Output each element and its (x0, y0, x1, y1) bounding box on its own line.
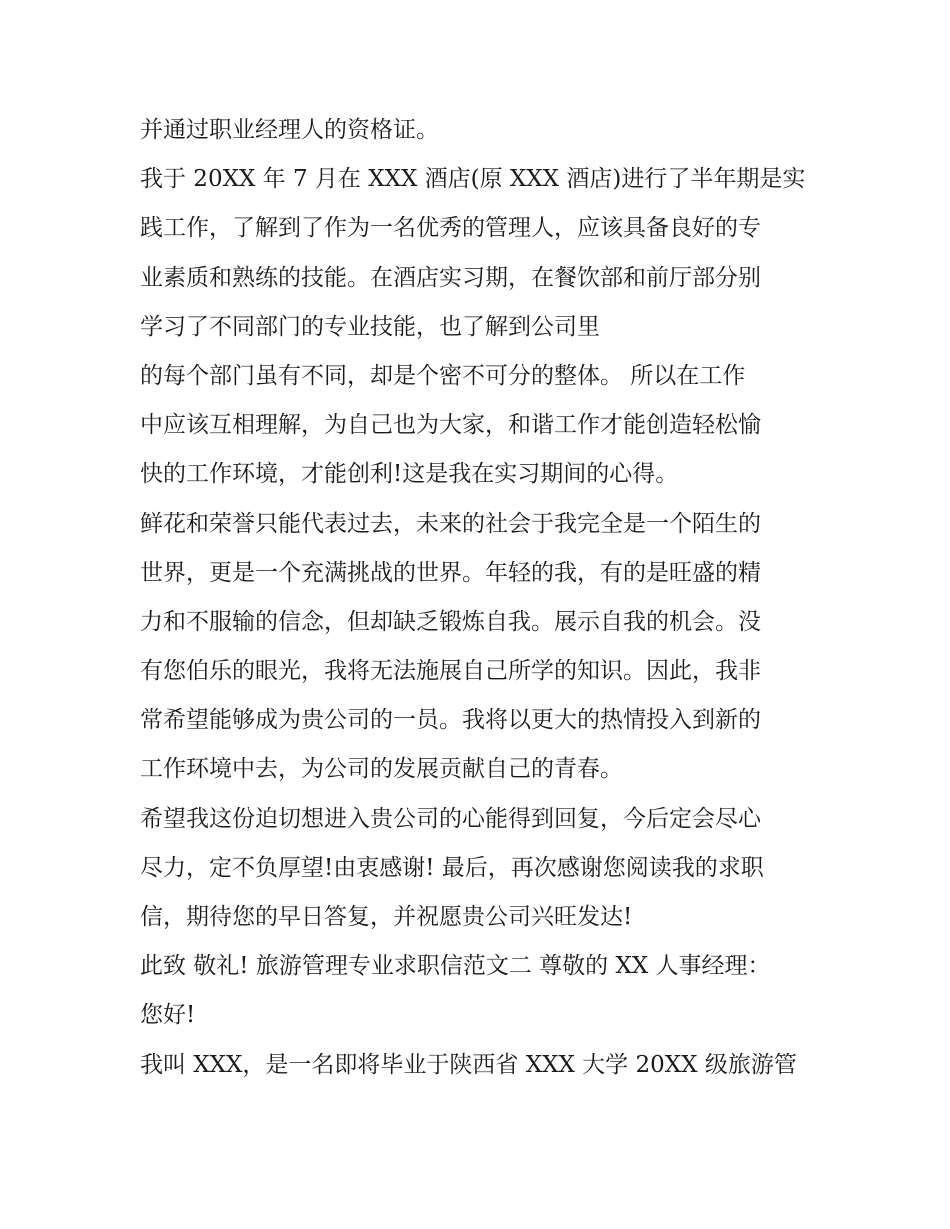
text-line: 业素质和熟练的技能。在酒店实习期，在餐饮部和前厅部分别 (140, 264, 761, 291)
text-line: 常希望能够成为贵公司的一员。我将以更大的热情投入到新的 (140, 707, 761, 734)
text-line: 希望我这份迫切想进入贵公司的心能得到回复，今后定会尽心 (140, 805, 761, 832)
text-line: 学习了不同部门的专业技能，也了解到公司里 (140, 313, 600, 340)
text-line: 尽力，定不负厚望!由衷感谢! 最后，再次感谢您阅读我的求职 (140, 854, 764, 881)
text-line: 您好! (140, 1002, 196, 1029)
text-line: 鲜花和荣誉只能代表过去，未来的社会于我完全是一个陌生的 (140, 510, 761, 537)
text-line: 的每个部门虽有不同，却是个密不可分的整体。 所以在工作 (140, 362, 746, 389)
text-line: 我叫 XXX，是一名即将毕业于陕西省 XXX 大学 20XX 级旅游管 (140, 1051, 797, 1078)
text-line: 中应该互相理解，为自己也为大家，和谐工作才能创造轻松愉 (140, 412, 761, 439)
text-line: 信，期待您的早日答复，并祝愿贵公司兴旺发达! (140, 904, 633, 930)
body-text (140, 106, 820, 1090)
text-line: 我于 20XX 年 7 月在 XXX 酒店(原 XXX 酒店)进行了半年期是实 (140, 166, 806, 193)
text-line: 践工作，了解到了作为一名优秀的管理人，应该具备良好的专 (140, 215, 761, 242)
text-line: 工作环境中去，为公司的发展贡献自己的青春。 (140, 756, 623, 783)
text-line: 此致 敬礼! 旅游管理专业求职信范文二 尊敬的 XX 人事经理： (140, 953, 771, 980)
text-line: 有您伯乐的眼光，我将无法施展自己所学的知识。因此，我非 (140, 658, 761, 685)
text-line: 世界，更是一个充满挑战的世界。年轻的我，有的是旺盛的精 (140, 559, 761, 586)
text-line: 并通过职业经理人的资格证。 (140, 117, 439, 143)
text-line: 力和不服输的信念，但却缺乏锻炼自我。展示自我的机会。没 (140, 608, 761, 635)
text-line: 快的工作环境，才能创利!这是我在实习期间的心得。 (140, 461, 679, 488)
